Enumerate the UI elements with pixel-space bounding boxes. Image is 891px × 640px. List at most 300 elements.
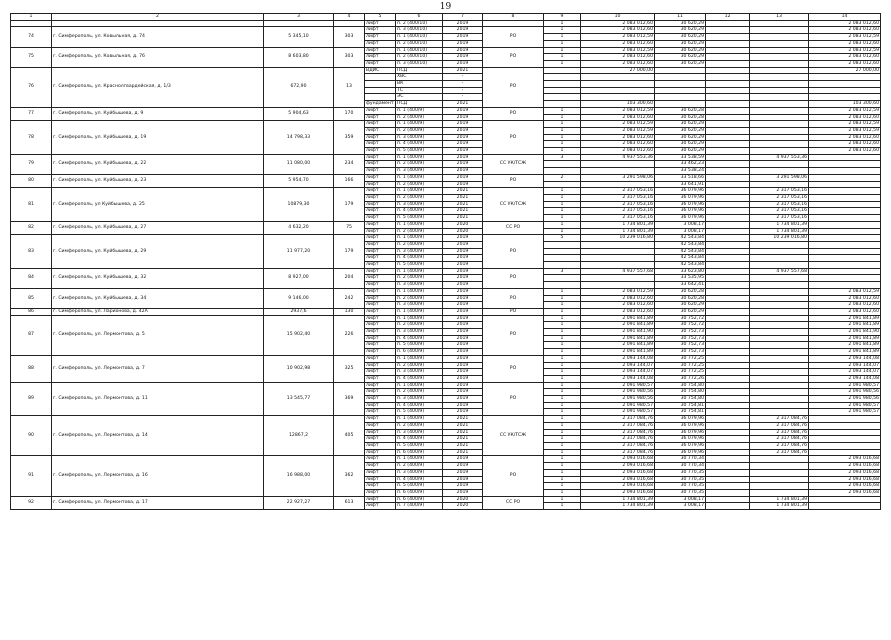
cost-col-14: 2 083 012,59 [809, 121, 881, 128]
house-address: г. Симферополь, ул. Лермонтова, д. 7 [52, 355, 264, 382]
unit-count: 1 [544, 141, 581, 148]
work-year: 2019 [443, 335, 483, 342]
residents-count: 179 [334, 188, 365, 222]
cost-col-14: 2 093 144,07 [809, 369, 881, 376]
total-cost: 2 093 144,08 [581, 375, 655, 382]
work-detail: п. 3 (400/9) [396, 134, 443, 141]
cost-col-14 [809, 241, 881, 248]
unit-count: 1 [544, 369, 581, 376]
unit-cost: 30 754,80 [655, 396, 706, 403]
cost-col-13: 2 317 053,16 [750, 201, 809, 208]
cost-col-12 [706, 456, 750, 463]
unit-count: 1 [544, 355, 581, 362]
total-cost: 2 083 012,60 [581, 302, 655, 309]
house-area: 22 927,27 [264, 496, 334, 509]
house-address: г. Симферополь, ул. Куйбышева, д. 22 [52, 154, 264, 174]
unit-cost: 30 620,29 [655, 134, 706, 141]
cost-col-12 [706, 329, 750, 336]
total-cost: 3 291 598,06 [581, 174, 655, 181]
total-cost: 2 317 084,76 [581, 416, 655, 423]
cost-col-14 [809, 174, 881, 181]
unit-count: 5 [544, 235, 581, 242]
row-number: 89 [11, 382, 52, 416]
work-year: 2019 [443, 349, 483, 356]
work-type: лифт [365, 235, 396, 242]
cost-col-14 [809, 188, 881, 195]
work-type: лифт [365, 107, 396, 114]
unit-cost: 30 754,81 [655, 402, 706, 409]
work-detail: п. 6 (400/9) [396, 489, 443, 496]
cost-col-12 [706, 476, 750, 483]
column-number: 6 [396, 14, 443, 21]
unit-cost: 30 772,25 [655, 362, 706, 369]
unit-count: 1 [544, 308, 581, 315]
cost-col-13: 1 734 801,39 [750, 228, 809, 235]
work-year: 2019 [443, 255, 483, 262]
cost-col-12 [706, 369, 750, 376]
row-number: 81 [11, 188, 52, 222]
unit-cost: 30 620,29 [655, 54, 706, 61]
cost-col-13: 2 317 084,76 [750, 416, 809, 423]
work-type: лифт [365, 201, 396, 208]
total-cost: 2 317 053,16 [581, 208, 655, 215]
unit-cost: 33 642,41 [655, 282, 706, 289]
unit-cost: 36 079,96 [655, 201, 706, 208]
column-number: 3 [264, 14, 334, 21]
work-type: лифт [365, 308, 396, 315]
work-detail: п. 5 (400/9) [396, 409, 443, 416]
column-number: 11 [655, 14, 706, 21]
cost-col-12 [706, 382, 750, 389]
cost-col-14: 2 093 016,68 [809, 489, 881, 496]
funding-program: РО [483, 456, 544, 496]
unit-cost: 3 008,17 [655, 496, 706, 503]
total-cost: 2 083 012,59 [581, 121, 655, 128]
work-year: 2020 [443, 221, 483, 228]
work-detail: ХВС [396, 74, 443, 81]
cost-col-14 [809, 282, 881, 289]
unit-count: 1 [544, 60, 581, 67]
work-type: лифт [365, 335, 396, 342]
cost-col-14: 2 093 016,68 [809, 476, 881, 483]
cost-col-12 [706, 194, 750, 201]
total-cost: 2 093 016,68 [581, 476, 655, 483]
cost-col-12 [706, 168, 750, 175]
row-number: 87 [11, 315, 52, 355]
row-number: 75 [11, 47, 52, 67]
work-year: 2019 [443, 20, 483, 27]
cost-col-12 [706, 443, 750, 450]
work-type: лифт [365, 489, 396, 496]
cost-col-12 [706, 107, 750, 114]
unit-count: 2 [544, 174, 581, 181]
work-type: лифт [365, 47, 396, 54]
work-detail: п. 4 (400/9) [396, 476, 443, 483]
cost-col-13: 2 317 053,16 [750, 188, 809, 195]
cost-col-14: 2 091 841,89 [809, 335, 881, 342]
house-address: г. Симферополь, ул. Лермонтова, д. 14 [52, 416, 264, 456]
table-row [11, 67, 881, 74]
residents-count: 13 [334, 67, 365, 107]
work-year: 2019 [443, 382, 483, 389]
funding-program: РО [483, 355, 544, 382]
cost-col-14: 2 083 012,60 [809, 40, 881, 47]
total-cost: 2 093 144,07 [581, 369, 655, 376]
cost-col-13 [750, 402, 809, 409]
total-cost: 2 317 084,76 [581, 422, 655, 429]
cost-col-12 [706, 315, 750, 322]
work-detail: ПСД [396, 101, 443, 108]
table-row [11, 382, 881, 389]
unit-count: 1 [544, 362, 581, 369]
cost-col-12 [706, 255, 750, 262]
cost-col-13 [750, 101, 809, 108]
residents-count: 303 [334, 27, 365, 47]
work-type: лифт [365, 476, 396, 483]
unit-count: 1 [544, 335, 581, 342]
house-area: 8 603,80 [264, 47, 334, 67]
work-detail: п. 5 (400/9) [396, 443, 443, 450]
work-detail: ЭС [396, 94, 443, 101]
work-type: лифт [365, 496, 396, 503]
work-detail: п. 4 (400/9) [396, 208, 443, 215]
cost-col-13 [750, 121, 809, 128]
work-detail: п. 2 (400/9) [396, 194, 443, 201]
unit-count: 1 [544, 134, 581, 141]
residents-count: 613 [334, 496, 365, 509]
work-year: 2019 [443, 282, 483, 289]
total-cost: 2 083 012,60 [581, 60, 655, 67]
unit-cost: 3 008,17 [655, 221, 706, 228]
unit-cost: 30 620,28 [655, 295, 706, 302]
unit-count: 1 [544, 402, 581, 409]
work-type: лифт [365, 483, 396, 490]
cost-col-14 [809, 81, 881, 88]
work-detail: п. 1 (400/10) [396, 47, 443, 54]
unit-count: 1 [544, 215, 581, 222]
cost-col-14: 2 091 841,90 [809, 329, 881, 336]
work-detail: п. 2 (400/9) [396, 275, 443, 282]
unit-cost: 3 008,17 [655, 228, 706, 235]
cost-col-12 [706, 188, 750, 195]
cost-col-14: 2 093 016,68 [809, 469, 881, 476]
cost-col-13 [750, 322, 809, 329]
cost-col-12 [706, 349, 750, 356]
unit-count: 1 [544, 27, 581, 34]
unit-cost [655, 87, 706, 94]
work-detail: п. 2 (400/9) [396, 181, 443, 188]
cost-col-13 [750, 288, 809, 295]
cost-col-14 [809, 429, 881, 436]
cost-col-14: 2 093 144,08 [809, 375, 881, 382]
work-year: 2021 [443, 422, 483, 429]
total-cost: 2 317 053,16 [581, 215, 655, 222]
unit-count: 1 [544, 349, 581, 356]
cost-col-12 [706, 181, 750, 188]
table-row [11, 416, 881, 423]
house-area: 8 927,00 [264, 268, 334, 288]
work-detail: п. 1 (400/9) [396, 188, 443, 195]
cost-col-13: 2 317 084,76 [750, 422, 809, 429]
funding-program: РО [483, 235, 544, 269]
work-detail: п. 1 (400/9) [396, 315, 443, 322]
total-cost [581, 255, 655, 262]
unit-count [544, 101, 581, 108]
cost-col-13 [750, 262, 809, 269]
unit-count: 1 [544, 295, 581, 302]
cost-col-14 [809, 228, 881, 235]
work-type: лифт [365, 369, 396, 376]
funding-program: СС УК/ТСЖ [483, 154, 544, 174]
total-cost: 2 083 012,59 [581, 288, 655, 295]
cost-col-12 [706, 248, 750, 255]
cost-col-12 [706, 47, 750, 54]
total-cost: 1 734 801,39 [581, 228, 655, 235]
work-year: 2021 [443, 188, 483, 195]
unit-count: 1 [544, 443, 581, 450]
unit-cost: 33 538,59 [655, 154, 706, 161]
unit-count: 1 [544, 148, 581, 155]
column-number: 4 [334, 14, 365, 21]
cost-col-13 [750, 87, 809, 94]
cost-col-14 [809, 255, 881, 262]
cost-col-13 [750, 329, 809, 336]
work-detail: п. 2 (400/10) [396, 54, 443, 61]
total-cost: 2 093 016,68 [581, 483, 655, 490]
unit-cost: 36 079,96 [655, 422, 706, 429]
table-row [11, 235, 881, 242]
row-number: 80 [11, 174, 52, 187]
column-number: 10 [581, 14, 655, 21]
total-cost [581, 87, 655, 94]
house-address: г. Симферополь, ул Куйбышева, д. 25 [52, 188, 264, 222]
work-detail: п. 3 (400/9) [396, 168, 443, 175]
unit-cost: 30 752,73 [655, 329, 706, 336]
work-detail: п. 5 (400/9) [396, 483, 443, 490]
total-cost: 1 734 801,39 [581, 496, 655, 503]
unit-count: 1 [544, 47, 581, 54]
work-year: 2019 [443, 476, 483, 483]
residents-count: 362 [334, 456, 365, 496]
unit-count [544, 255, 581, 262]
work-year: 2019 [443, 342, 483, 349]
unit-cost: 30 770,35 [655, 476, 706, 483]
cost-col-12 [706, 87, 750, 94]
house-area: 10 902,98 [264, 355, 334, 382]
residents-count: 226 [334, 315, 365, 355]
cost-col-12 [706, 114, 750, 121]
cost-col-13 [750, 409, 809, 416]
work-type: лифт [365, 362, 396, 369]
total-cost: 2 091 980,57 [581, 402, 655, 409]
work-detail: п. 1 (400/9) [396, 235, 443, 242]
cost-col-12 [706, 54, 750, 61]
unit-count: 3 [544, 268, 581, 275]
row-number: 90 [11, 416, 52, 456]
total-cost: 2 091 841,89 [581, 335, 655, 342]
cost-col-14: 2 091 980,57 [809, 382, 881, 389]
cost-col-12 [706, 127, 750, 134]
unit-count [544, 275, 581, 282]
unit-cost: 36 079,96 [655, 215, 706, 222]
work-detail: п. 2 (400/9) [396, 127, 443, 134]
unit-count: 1 [544, 389, 581, 396]
total-cost: 2 091 980,57 [581, 382, 655, 389]
cost-col-12 [706, 416, 750, 423]
house-address: г. Симферополь, ул. Куйбышева, д. 19 [52, 121, 264, 155]
work-type: лифт [365, 315, 396, 322]
cost-col-12 [706, 422, 750, 429]
work-detail: п. 3 (400/9) [396, 329, 443, 336]
cost-col-13 [750, 469, 809, 476]
work-detail: п. 4 (400/9) [396, 335, 443, 342]
unit-count: 1 [544, 208, 581, 215]
unit-count [544, 74, 581, 81]
column-number: 13 [750, 14, 809, 21]
work-detail: п. 1 (400/10) [396, 34, 443, 41]
cost-col-12 [706, 40, 750, 47]
unit-cost: 42 543,84 [655, 255, 706, 262]
unit-count: 1 [544, 114, 581, 121]
cost-col-14 [809, 503, 881, 510]
work-type: лифт [365, 282, 396, 289]
cost-col-12 [706, 503, 750, 510]
work-year: - [443, 94, 483, 101]
unit-cost: 30 620,29 [655, 20, 706, 27]
capital-repair-table [10, 13, 881, 510]
total-cost: 2 083 012,59 [581, 107, 655, 114]
cost-col-14: 103 300,60 [809, 101, 881, 108]
cost-col-13: 1 734 801,39 [750, 503, 809, 510]
funding-program: РО [483, 315, 544, 355]
work-year: 2019 [443, 241, 483, 248]
unit-cost: 36 079,96 [655, 449, 706, 456]
work-year: 2019 [443, 114, 483, 121]
unit-count: 1 [544, 188, 581, 195]
unit-cost [655, 94, 706, 101]
work-type: лифт [365, 54, 396, 61]
unit-cost: 30 620,29 [655, 148, 706, 155]
work-year: 2019 [443, 34, 483, 41]
cost-col-14: 2 083 012,60 [809, 60, 881, 67]
work-type: лифт [365, 168, 396, 175]
cost-col-13 [750, 67, 809, 74]
cost-col-14: 2 091 841,89 [809, 315, 881, 322]
funding-program: РО [483, 268, 544, 288]
work-year: 2019 [443, 134, 483, 141]
cost-col-14 [809, 422, 881, 429]
cost-col-13 [750, 355, 809, 362]
work-detail: п. 2 (400/9) [396, 241, 443, 248]
total-cost: 103 300,60 [581, 101, 655, 108]
unit-count: 3 [544, 154, 581, 161]
cost-col-12 [706, 27, 750, 34]
house-address: г. Симферополь, ул. Лермонтова, д. 16 [52, 456, 264, 496]
unit-cost: 30 752,73 [655, 335, 706, 342]
work-type [365, 94, 396, 101]
unit-count: 1 [544, 496, 581, 503]
work-year: 2019 [443, 308, 483, 315]
unit-count [544, 67, 581, 74]
house-address: г. Симферополь, ул. Ковыльная, д. 76 [52, 47, 264, 67]
work-type: лифт [365, 127, 396, 134]
cost-col-14: 27 000,00 [809, 67, 881, 74]
work-type: лифт [365, 322, 396, 329]
cost-col-12 [706, 449, 750, 456]
total-cost: 1 734 801,39 [581, 221, 655, 228]
cost-col-13 [750, 389, 809, 396]
work-year: 2019 [443, 329, 483, 336]
work-year: 2019 [443, 27, 483, 34]
total-cost: 2 091 980,57 [581, 409, 655, 416]
cost-col-13 [750, 375, 809, 382]
cost-col-12 [706, 342, 750, 349]
house-area: 9 146,00 [264, 288, 334, 308]
residents-count: 303 [334, 47, 365, 67]
work-detail: п. 1 (400/9) [396, 416, 443, 423]
cost-col-12 [706, 201, 750, 208]
work-type: лифт [365, 329, 396, 336]
work-detail: п. 4 (400/9) [396, 402, 443, 409]
work-type: лифт [365, 409, 396, 416]
cost-col-12 [706, 141, 750, 148]
cost-col-12 [706, 154, 750, 161]
work-detail: п. 2 (400/10) [396, 40, 443, 47]
cost-col-12 [706, 402, 750, 409]
row-number: 86 [11, 308, 52, 315]
cost-col-13 [750, 255, 809, 262]
unit-cost: 33 462,23 [655, 161, 706, 168]
work-type: лифт [365, 27, 396, 34]
total-cost: 2 317 053,16 [581, 188, 655, 195]
work-year: 2021 [443, 101, 483, 108]
unit-count: 1 [544, 329, 581, 336]
cost-col-12 [706, 463, 750, 470]
work-type [365, 74, 396, 81]
work-type: лифт [365, 248, 396, 255]
cost-col-14 [809, 168, 881, 175]
table-row [11, 456, 881, 463]
work-type: лифт [365, 60, 396, 67]
work-detail: п. 3 (400/9) [396, 302, 443, 309]
unit-cost: 33 538,24 [655, 168, 706, 175]
cost-col-12 [706, 496, 750, 503]
cost-col-14: 2 083 012,59 [809, 47, 881, 54]
cost-col-14: 2 091 980,56 [809, 389, 881, 396]
unit-count: 1 [544, 127, 581, 134]
work-detail: п. 2 (400/9) [396, 463, 443, 470]
cost-col-13: 10 239 016,80 [750, 235, 809, 242]
unit-cost: 30 754,80 [655, 389, 706, 396]
table-row [11, 288, 881, 295]
unit-cost: 30 620,29 [655, 302, 706, 309]
cost-col-12 [706, 308, 750, 315]
work-detail: ТС [396, 87, 443, 94]
cost-col-13: 1 734 801,39 [750, 221, 809, 228]
unit-cost: 30 770,34 [655, 463, 706, 470]
total-cost [581, 262, 655, 269]
cost-col-13 [750, 114, 809, 121]
work-year: 2019 [443, 262, 483, 269]
work-detail: ВК [396, 81, 443, 88]
work-type: лифт [365, 443, 396, 450]
cost-col-14 [809, 215, 881, 222]
total-cost [581, 241, 655, 248]
house-address [52, 20, 264, 27]
unit-cost: 30 754,81 [655, 409, 706, 416]
cost-col-12 [706, 295, 750, 302]
house-address: г. Симферополь, ул. Лермонтова, д. 17 [52, 496, 264, 509]
